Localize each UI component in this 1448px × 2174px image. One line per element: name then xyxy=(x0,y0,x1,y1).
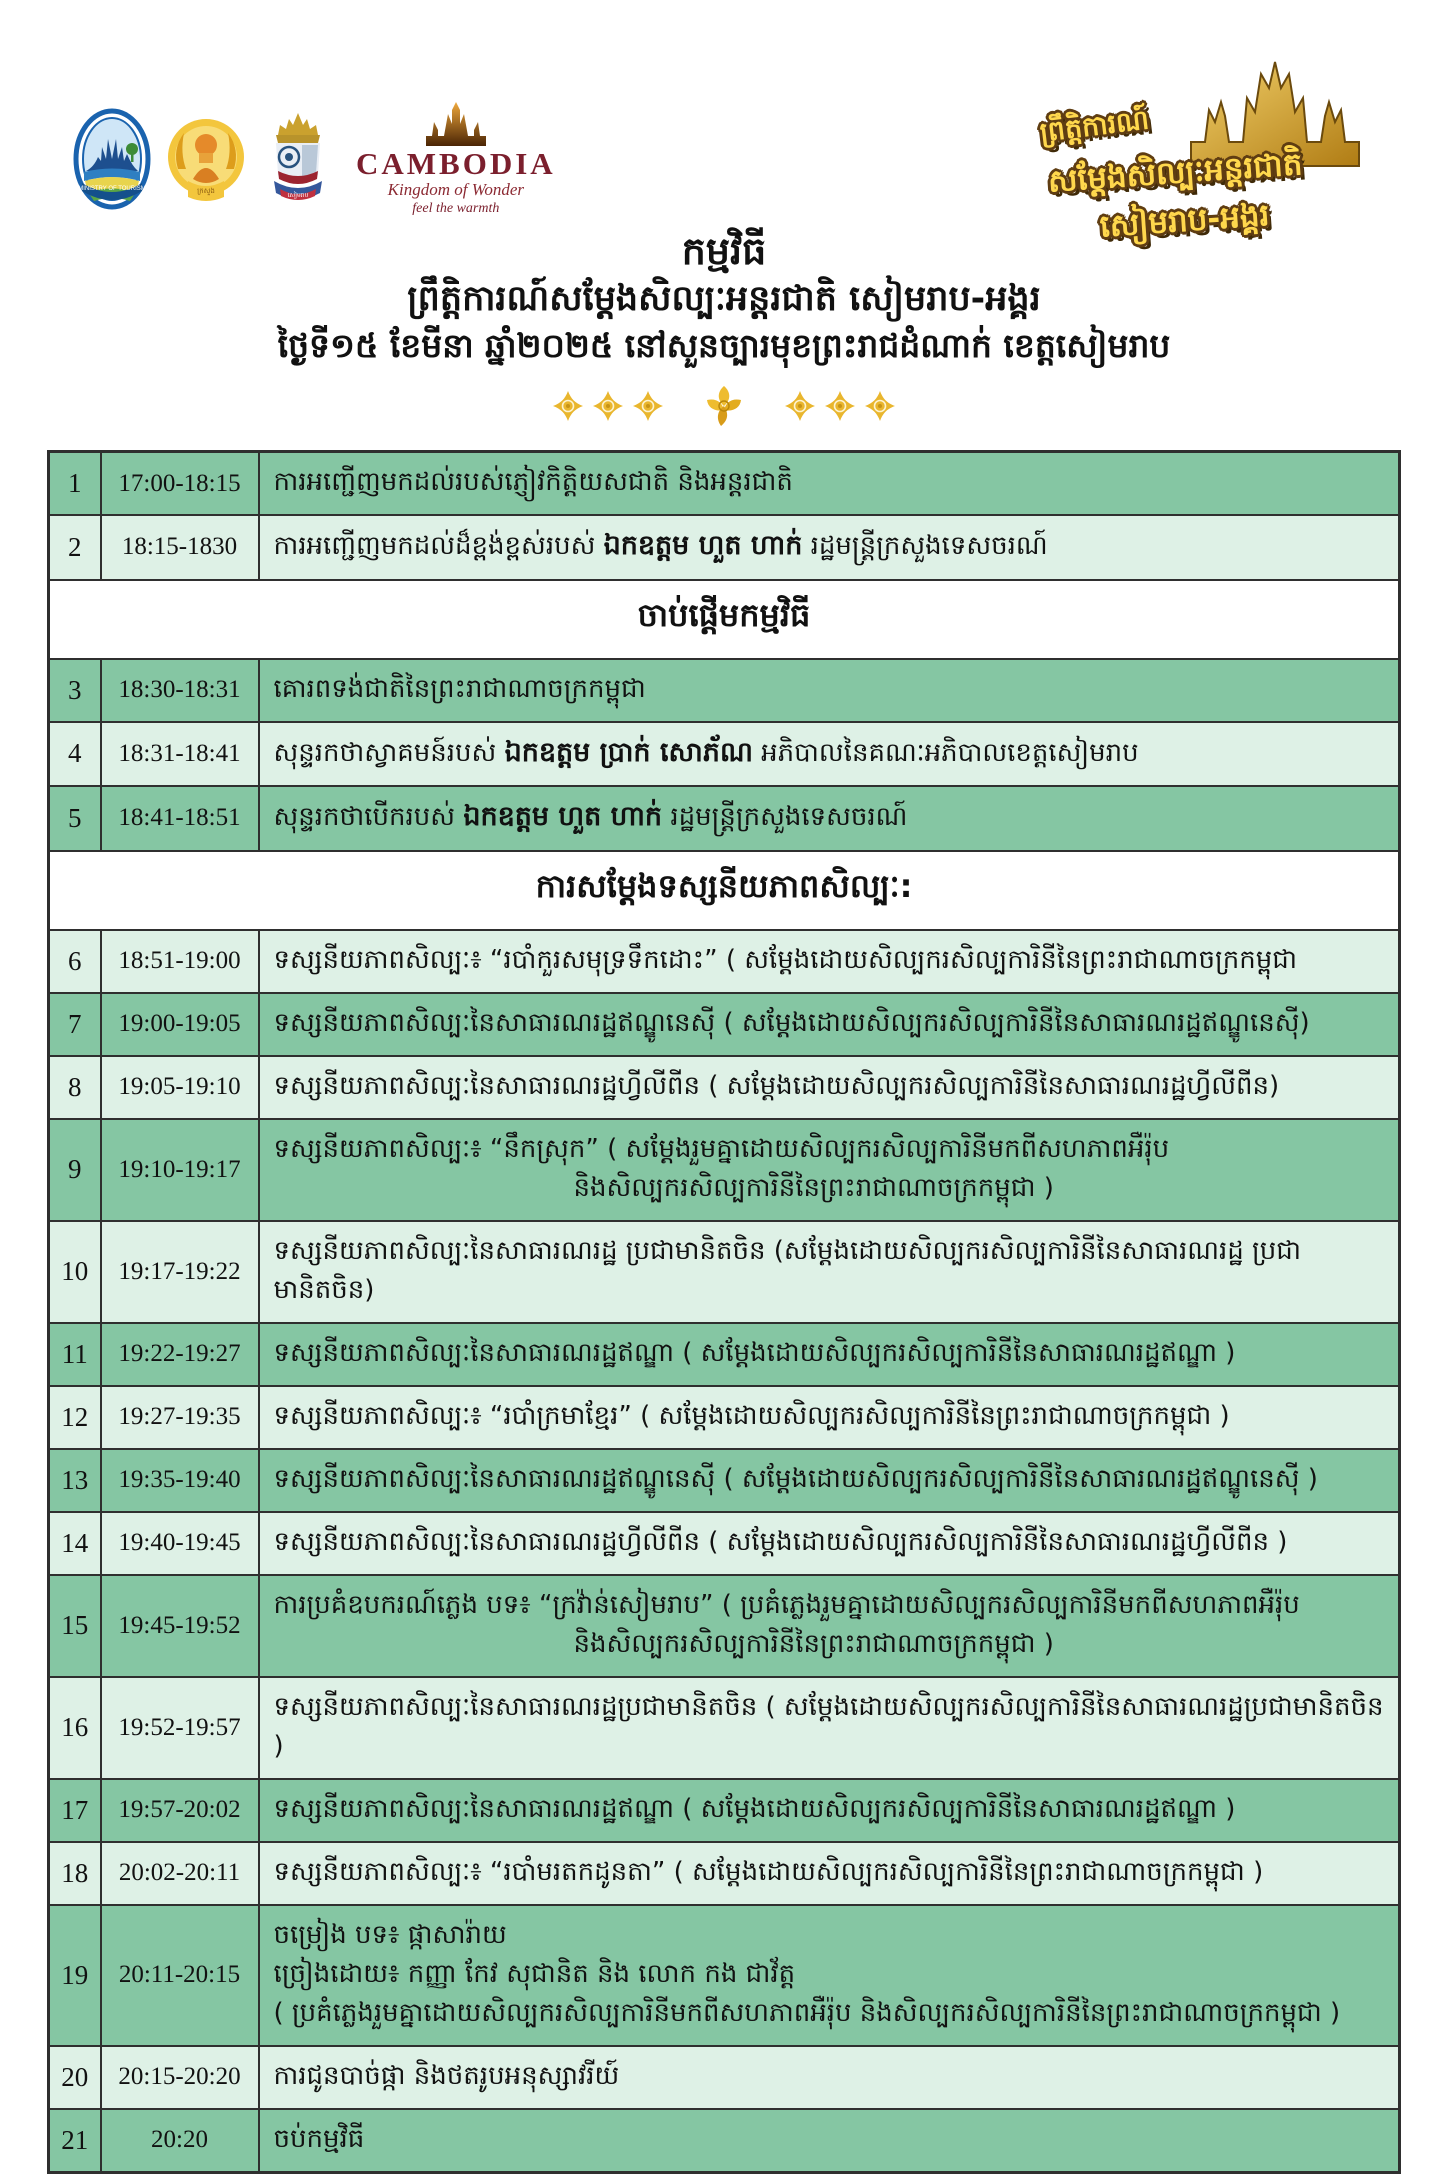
time-cell: 18:41-18:51 xyxy=(101,786,259,851)
schedule-table xyxy=(47,450,1401,2174)
table-row xyxy=(49,1119,1400,1221)
schedule-body xyxy=(49,452,1400,2173)
description-cell: សុន្ទរកថាបើករបស់ ឯកឧត្តម ហួត ហាក់ រដ្ឋមន្ត្រីក្រសួងទេសចរណ៍ xyxy=(259,786,1400,851)
flower-ornament-icon xyxy=(825,391,855,421)
table-row xyxy=(49,2109,1400,2173)
title-block xyxy=(0,228,1448,369)
time-cell: 19:10-19:17 xyxy=(101,1119,259,1221)
table-row xyxy=(49,1575,1400,1677)
ornament-divider xyxy=(0,384,1448,428)
table-row xyxy=(49,1323,1400,1386)
table-row xyxy=(49,1386,1400,1449)
description-cell: ទស្សនីយភាពសិល្បៈនៃសាធារណរដ្ឋ ប្រជាមានិតចិន (សម្ដែងដោយសិល្បករសិល្បការិនីនៃសាធារណរដ្ឋ ប្រជាមានិតចិន) xyxy=(259,1221,1400,1323)
section-header-row xyxy=(49,580,1400,659)
flower-ornament-icon xyxy=(785,391,815,421)
table-row xyxy=(49,659,1400,722)
row-number-cell: 19 xyxy=(49,1905,101,2046)
description-cell: ទស្សនីយភាពសិល្បៈនៃសាធារណរដ្ឋឥណ្ឌូនេស៊ី ( សម្ដែងដោយសិល្បករសិល្បការិនីនៃសាធារណរដ្ឋឥណ្ឌូនេស៊ី) xyxy=(259,993,1400,1056)
description-cell: ការជូនបាច់ផ្កា និងថតរូបអនុស្សាវរីយ៍ xyxy=(259,2046,1400,2109)
table-row xyxy=(49,452,1400,516)
logo-row xyxy=(74,100,556,218)
description-cell: ការអញ្ជើញមកដល់របស់ភ្ញៀវកិត្តិយសជាតិ និងអន្តរជាតិ xyxy=(259,452,1400,516)
table-row xyxy=(49,1221,1400,1323)
event-date-venue: ថ្ងៃទី១៥ ខែមីនា ឆ្នាំ២០២៥ នៅសួនច្បារមុខព្រះរាជដំណាក់ ខេត្តសៀមរាប xyxy=(277,325,1171,365)
time-cell: 19:27-19:35 xyxy=(101,1386,259,1449)
row-number-cell: 5 xyxy=(49,786,101,851)
row-number-cell: 14 xyxy=(49,1512,101,1575)
time-cell: 19:05-19:10 xyxy=(101,1056,259,1119)
flower-ornament-icon xyxy=(865,391,895,421)
table-row xyxy=(49,1779,1400,1842)
time-cell: 19:57-20:02 xyxy=(101,1779,259,1842)
row-number-cell: 9 xyxy=(49,1119,101,1221)
row-number-cell: 10 xyxy=(49,1221,101,1323)
cambodia-logo-title: CAMBODIA xyxy=(356,146,556,181)
section-header-row xyxy=(49,851,1400,930)
cambodia-logo-subtitle: Kingdom of Wonder xyxy=(387,180,524,199)
table-row xyxy=(49,786,1400,851)
time-cell: 17:00-18:15 xyxy=(101,452,259,516)
description-cell: ទស្សនីយភាពសិល្បៈនៃសាធារណរដ្ឋហ្វីលីពីន ( សម្ដែងដោយសិល្បករសិល្បការិនីនៃសាធារណរដ្ឋហ្វីលីពីន) xyxy=(259,1056,1400,1119)
description-cell: ទស្សនីយភាពសិល្បៈនៃសាធារណរដ្ឋឥណ្ឌា ( សម្ដែងដោយសិល្បករសិល្បការិនីនៃសាធារណរដ្ឋឥណ្ឌា ) xyxy=(259,1779,1400,1842)
description-cell: ការប្រគំឧបករណ៍ភ្លេង បទ៖ “ក្រវ៉ាន់សៀមរាប” ( ប្រគំភ្លេងរួមគ្នាដោយសិល្បករសិល្បការិនីមកពីសហភាពអឺរ៉ុប និងសិល្បករសិល្បការិនីនៃព្រះរាជាណាចក្រកម្ពុជា ) xyxy=(259,1575,1400,1677)
row-number-cell: 16 xyxy=(49,1677,101,1779)
cambodia-kingdom-of-wonder-logo xyxy=(356,100,556,218)
table-row xyxy=(49,2046,1400,2109)
time-cell: 19:35-19:40 xyxy=(101,1449,259,1512)
description-cell: ទស្សនីយភាពសិល្បៈនៃសាធារណរដ្ឋប្រជាមានិតចិន ( សម្ដែងដោយសិល្បករសិល្បការិនីនៃសាធារណរដ្ឋប្រជាមានិតចិន ) xyxy=(259,1677,1400,1779)
time-cell: 18:15-1830 xyxy=(101,515,259,580)
row-number-cell: 15 xyxy=(49,1575,101,1677)
svg-text:ក្រសួង: ក្រសួង xyxy=(197,187,215,195)
time-cell: 20:11-20:15 xyxy=(101,1905,259,2046)
row-number-cell: 21 xyxy=(49,2109,101,2173)
time-cell: 19:52-19:57 xyxy=(101,1677,259,1779)
table-row xyxy=(49,1905,1400,2046)
svg-text:MINISTRY OF TOURISM: MINISTRY OF TOURISM xyxy=(78,185,146,192)
table-row xyxy=(49,722,1400,787)
page-title: កម្មវិធី xyxy=(681,229,767,273)
royal-gold-emblem-icon xyxy=(166,109,246,209)
time-cell: 19:22-19:27 xyxy=(101,1323,259,1386)
description-cell: ទស្សនីយភាពសិល្បៈនៃសាធារណរដ្ឋហ្វីលីពីន ( សម្ដែងដោយសិល្បករសិល្បការិនីនៃសាធារណរដ្ឋហ្វីលីពីន ) xyxy=(259,1512,1400,1575)
section-header-label: ការសម្ដែងទស្សនីយភាពសិល្បៈ: xyxy=(49,851,1400,930)
description-cell: ទស្សនីយភាពសិល្បៈ៖ “នឹកស្រុក” ( សម្ដែងរួមគ្នាដោយសិល្បករសិល្បការិនីមកពីសហភាពអឺរ៉ុប និងសិល្បករសិល្បការិនីនៃព្រះរាជាណាចក្រកម្ពុជា ) xyxy=(259,1119,1400,1221)
description-cell: ទស្សនីយភាពសិល្បៈ៖ “របាំមរតកដូនតា” ( សម្ដែងដោយសិល្បករសិល្បការិនីនៃព្រះរាជាណាចក្រកម្ពុជា ) xyxy=(259,1842,1400,1905)
row-number-cell: 18 xyxy=(49,1842,101,1905)
description-cell: គោរពទង់ជាតិនៃព្រះរាជាណាចក្រកម្ពុជា xyxy=(259,659,1400,722)
table-row xyxy=(49,515,1400,580)
row-number-cell: 7 xyxy=(49,993,101,1056)
description-cell: ការអញ្ជើញមកដល់ដ៏ខ្ពង់ខ្ពស់របស់ ឯកឧត្តម ហួត ហាក់ រដ្ឋមន្ត្រីក្រសួងទេសចរណ៍ xyxy=(259,515,1400,580)
table-row xyxy=(49,993,1400,1056)
time-cell: 20:02-20:11 xyxy=(101,1842,259,1905)
row-number-cell: 11 xyxy=(49,1323,101,1386)
row-number-cell: 12 xyxy=(49,1386,101,1449)
table-row xyxy=(49,1842,1400,1905)
row-number-cell: 2 xyxy=(49,515,101,580)
description-cell: ទស្សនីយភាពសិល្បៈ៖ “របាំកួរសមុទ្រទឹកដោះ” ( សម្ដែងដោយសិល្បករសិល្បការិនីនៃព្រះរាជាណាចក្រកម្ពុជា xyxy=(259,930,1400,993)
province-crest-logo-icon xyxy=(262,109,334,209)
event-logo-line2: សម្ដែងសិល្បៈអន្តរជាតិ xyxy=(1046,146,1304,200)
svg-text:សៀមរាប: សៀមរាប xyxy=(287,192,309,199)
description-cell: សុន្ទរកថាស្វាគមន៍របស់ ឯកឧត្តម ប្រាក់ សោភ័ណ អភិបាលនៃគណៈអភិបាលខេត្តសៀមរាប xyxy=(259,722,1400,787)
table-row xyxy=(49,1449,1400,1512)
table-row xyxy=(49,1056,1400,1119)
time-cell: 20:20 xyxy=(101,2109,259,2173)
time-cell: 18:31-18:41 xyxy=(101,722,259,787)
time-cell: 19:40-19:45 xyxy=(101,1512,259,1575)
description-cell: ចម្រៀង បទ៖ ផ្កាសារ៉ាយ ច្រៀងដោយ៖ កញ្ញា កែវ សុជានិត និង លោក កង ជាវ័ត្ត ( ប្រគំភ្លេងរួមគ្នាដោយសិល្បករសិល្បការិនីមកពីសហភាពអឺរ៉ុប និងសិល្បករសិល្បការិនីនៃព្រះរាជាណាចក្រកម្ពុជា ) xyxy=(259,1905,1400,2046)
row-number-cell: 6 xyxy=(49,930,101,993)
event-gold-logo xyxy=(1040,52,1430,252)
description-cell: ទស្សនីយភាពសិល្បៈនៃសាធារណរដ្ឋឥណ្ឌូនេស៊ី ( សម្ដែងដោយសិល្បករសិល្បការិនីនៃសាធារណរដ្ឋឥណ្ឌូនេស៊ី ) xyxy=(259,1449,1400,1512)
row-number-cell: 20 xyxy=(49,2046,101,2109)
flower-ornament-icon xyxy=(593,391,623,421)
leaf-ornament-icon xyxy=(701,384,747,428)
description-cell: ទស្សនីយភាពសិល្បៈ៖ “របាំក្រមាខ្មែរ” ( សម្ដែងដោយសិល្បករសិល្បការិនីនៃព្រះរាជាណាចក្រកម្ពុជា ) xyxy=(259,1386,1400,1449)
table-row xyxy=(49,1677,1400,1779)
table-row xyxy=(49,930,1400,993)
ministry-of-tourism-logo-icon xyxy=(74,109,150,209)
flower-ornament-icon xyxy=(633,391,663,421)
row-number-cell: 1 xyxy=(49,452,101,516)
time-cell: 19:00-19:05 xyxy=(101,993,259,1056)
time-cell: 19:45-19:52 xyxy=(101,1575,259,1677)
angkor-silhouette-icon xyxy=(424,100,488,148)
time-cell: 20:15-20:20 xyxy=(101,2046,259,2109)
time-cell: 18:51-19:00 xyxy=(101,930,259,993)
description-cell: ទស្សនីយភាពសិល្បៈនៃសាធារណរដ្ឋឥណ្ឌា ( សម្ដែងដោយសិល្បករសិល្បការិនីនៃសាធារណរដ្ឋឥណ្ឌា ) xyxy=(259,1323,1400,1386)
row-number-cell: 8 xyxy=(49,1056,101,1119)
time-cell: 19:17-19:22 xyxy=(101,1221,259,1323)
description-cell: ចប់កម្មវិធី xyxy=(259,2109,1400,2173)
event-logo-line1: ព្រឹត្តិការណ៍ xyxy=(1038,104,1151,149)
section-header-label: ចាប់ផ្ដើមកម្មវិធី xyxy=(49,580,1400,659)
table-row xyxy=(49,1512,1400,1575)
cambodia-logo-tagline: feel the warmth xyxy=(412,201,500,217)
row-number-cell: 17 xyxy=(49,1779,101,1842)
time-cell: 18:30-18:31 xyxy=(101,659,259,722)
row-number-cell: 3 xyxy=(49,659,101,722)
row-number-cell: 4 xyxy=(49,722,101,787)
row-number-cell: 13 xyxy=(49,1449,101,1512)
event-title: ព្រឹត្តិការណ៍សម្ដែងសិល្បៈអន្តរជាតិ សៀមរាប-អង្គរ xyxy=(407,278,1041,319)
event-logo-line3: សៀមរាប-អង្គរ xyxy=(1098,197,1271,245)
flower-ornament-icon xyxy=(553,391,583,421)
